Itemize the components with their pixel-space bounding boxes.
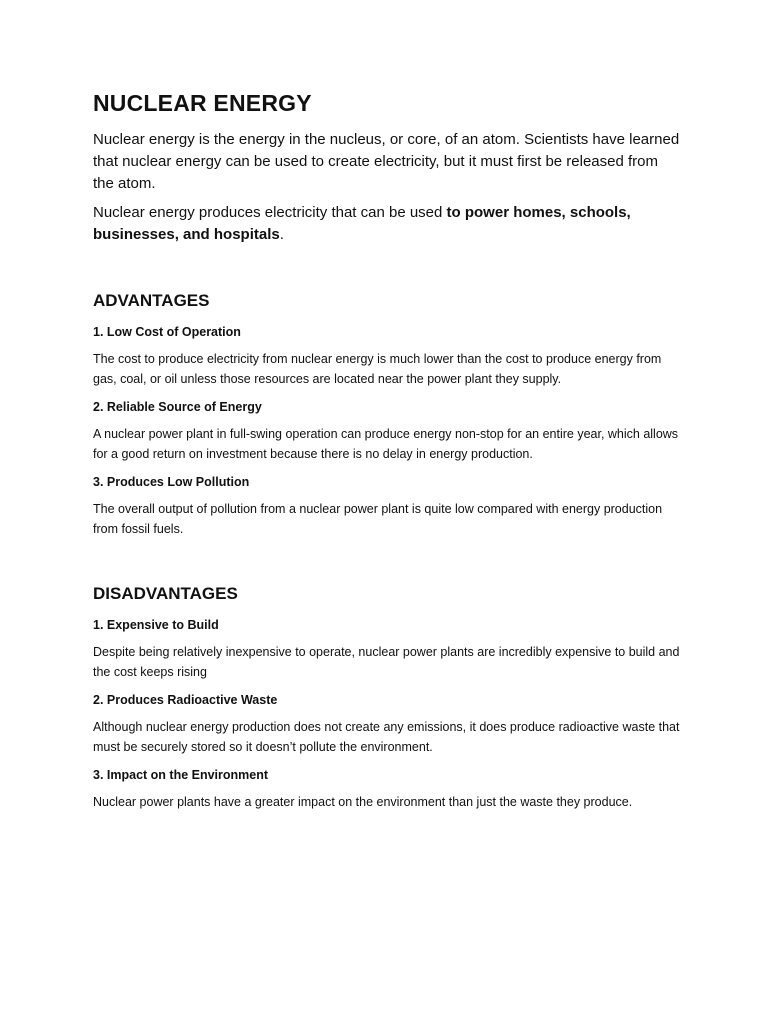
advantage-item-heading: 2. Reliable Source of Energy	[93, 400, 262, 414]
intro-paragraph-usage	[93, 202, 683, 246]
disadvantages-heading: DISADVANTAGES	[93, 584, 238, 603]
disadvantage-item-body: Nuclear power plants have a greater impact on the environment than just the waste they produce.	[93, 795, 633, 809]
document-page	[93, 90, 683, 822]
disadvantages-section	[93, 584, 683, 813]
page-title: NUCLEAR ENERGY	[93, 90, 312, 116]
intro-usage-text: Nuclear energy produces electricity that can be used	[93, 204, 447, 221]
advantages-heading: ADVANTAGES	[93, 291, 210, 310]
disadvantage-item-heading: 1. Expensive to Build	[93, 618, 219, 632]
intro-paragraph: Nuclear energy is the energy in the nucleus, or core, of an atom. Scientists have learned that nuclear energy can be used to create electricity, but it must first be released from the atom.	[93, 131, 680, 192]
advantage-item-heading: 3. Produces Low Pollution	[93, 475, 250, 489]
disadvantage-item-heading: 2. Produces Radioactive Waste	[93, 693, 278, 707]
advantage-item-body: The overall output of pollution from a nuclear power plant is quite low compared with energy production from fossil fuels.	[93, 502, 663, 536]
disadvantage-item-body: Although nuclear energy production does not create any emissions, it does produce radioactive waste that must be securely stored so it doesn’t pollute the environment.	[93, 720, 680, 754]
intro-usage-period: .	[279, 226, 284, 243]
advantage-item-body: A nuclear power plant in full-swing operation can produce energy non-stop for an entire year, which allows for a good return on investment because there is no delay in energy production.	[93, 427, 679, 461]
intro-usage-bold-text: to power homes, schools, businesses, and hospitals	[93, 204, 631, 243]
advantage-item-body: The cost to produce electricity from nuclear energy is much lower than the cost to produce energy from gas, coal, or oil unless those resources are located near the power plant they supply.	[93, 352, 662, 386]
disadvantage-item-body: Despite being relatively inexpensive to operate, nuclear power plants are incredibly expensive to build and the cost keeps rising	[93, 645, 680, 679]
advantage-item-heading: 1. Low Cost of Operation	[93, 325, 241, 339]
advantages-section	[93, 291, 683, 539]
disadvantage-item-heading: 3. Impact on the Environment	[93, 768, 269, 782]
